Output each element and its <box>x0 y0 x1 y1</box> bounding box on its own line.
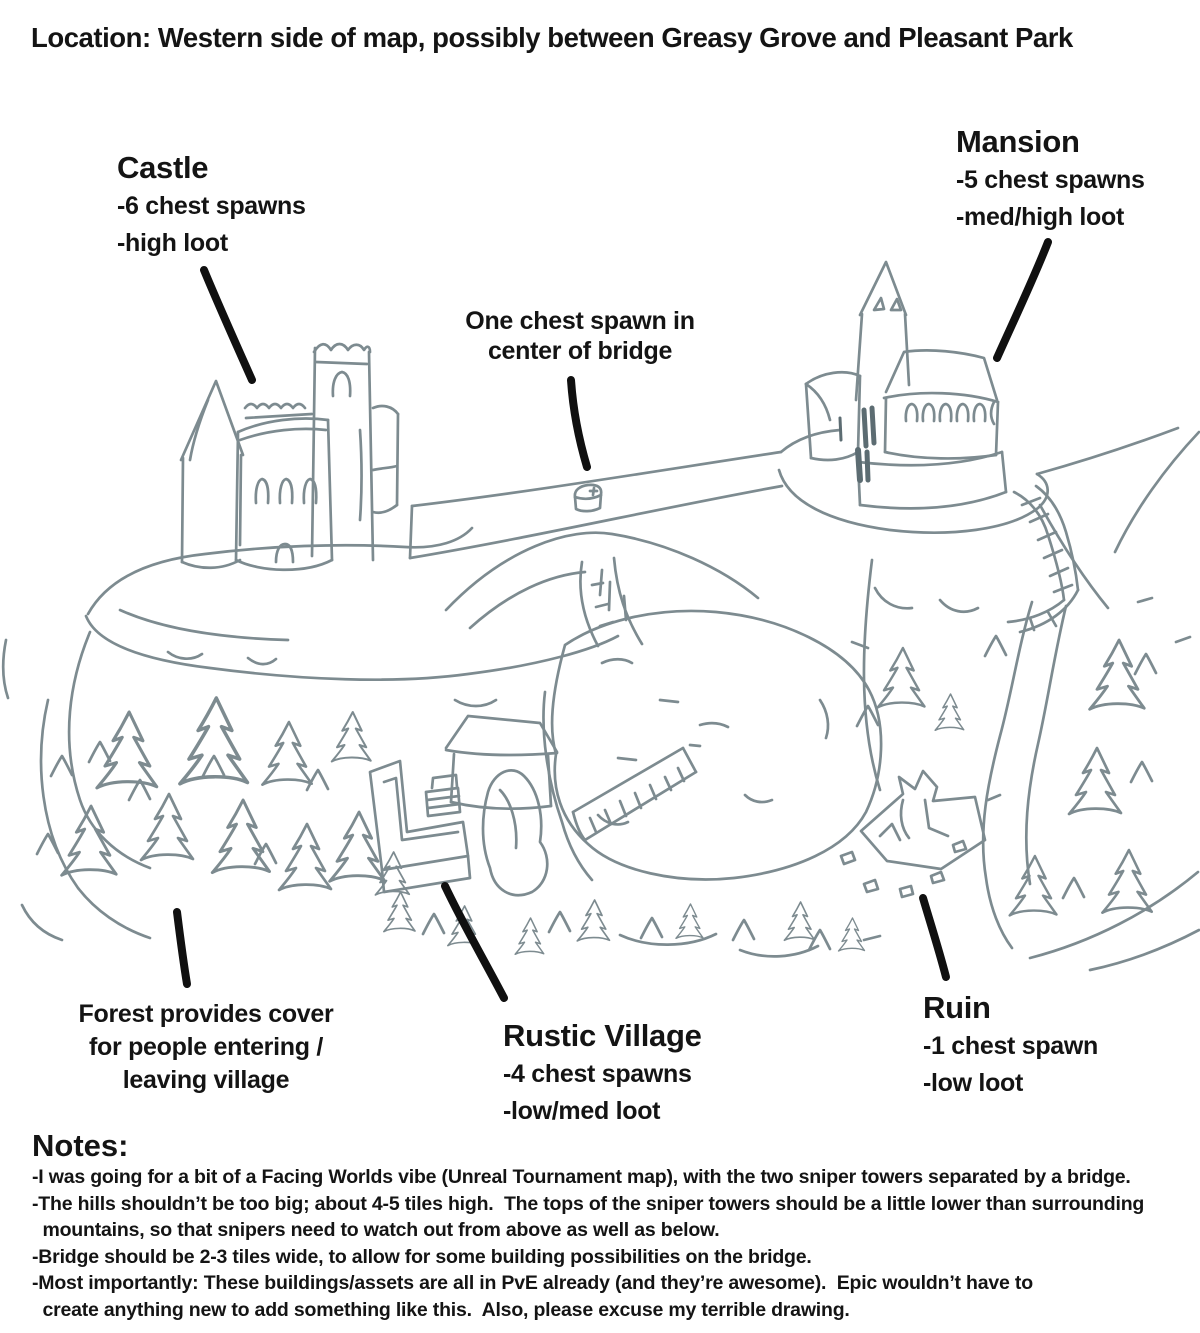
bridge-annotation <box>430 306 730 366</box>
small-tree <box>985 636 1006 656</box>
pine-tree <box>784 902 814 940</box>
pine-tree <box>1010 856 1057 915</box>
pine-tree <box>878 648 925 707</box>
chest-icon <box>575 485 601 511</box>
small-tree <box>733 920 754 940</box>
castle-leader-line <box>204 270 252 380</box>
pine-tree <box>212 800 269 873</box>
mansion-leader-line <box>997 242 1048 358</box>
village-annotation-title: Rustic Village <box>503 1018 702 1053</box>
ruin-annotation-line: -low loot <box>923 1069 1024 1097</box>
notes-line: mountains, so that snipers need to watch out from above as well as below. <box>32 1219 720 1241</box>
notes-section <box>32 1128 1192 1323</box>
pine-tree <box>262 722 311 785</box>
pine-tree <box>676 904 703 938</box>
mansion-annotation <box>956 122 1145 236</box>
right-trees-sketch <box>857 636 1156 915</box>
notes-heading: Notes: <box>32 1128 129 1163</box>
castle-annotation-title: Castle <box>117 150 209 185</box>
pine-tree <box>141 794 193 860</box>
pine-tree <box>332 712 371 762</box>
bridge-sketch <box>410 452 782 646</box>
pine-tree <box>384 892 415 932</box>
forest-annotation-line: Forest provides cover <box>78 1000 334 1028</box>
page-title: Location: Western side of map, possibly between Greasy Grove and Pleasant Park <box>31 22 1073 53</box>
small-tree <box>37 834 58 854</box>
castle-annotation-line: -high loot <box>117 229 228 257</box>
pine-tree <box>577 900 609 941</box>
village-annotation-line: -low/med loot <box>503 1097 661 1125</box>
pine-tree <box>515 918 544 954</box>
small-tree <box>549 912 570 932</box>
small-tree <box>89 742 110 762</box>
small-tree <box>1063 878 1084 898</box>
village-leader-line <box>445 886 504 998</box>
ruin-annotation-line: -1 chest spawn <box>923 1032 1099 1060</box>
castle-annotation-line: -6 chest spawns <box>117 192 306 220</box>
pine-tree <box>935 694 964 730</box>
pine-tree <box>97 712 157 788</box>
forest-annotation-line: leaving village <box>122 1066 290 1094</box>
pine-tree <box>180 698 248 784</box>
notes-line: -I was going for a bit of a Facing Worlds vibe (Unreal Tournament map), with the two sniper towers separated by a bridge. <box>32 1166 1131 1188</box>
ruin-annotation <box>923 988 1098 1102</box>
mansion-annotation-title: Mansion <box>956 124 1080 159</box>
forest-annotation-line: for people entering / <box>89 1033 323 1061</box>
pine-tree <box>62 806 117 875</box>
ruin-annotation-title: Ruin <box>923 990 991 1025</box>
bridge-annotation-line: One chest spawn in <box>465 307 695 335</box>
castle-annotation <box>117 148 306 262</box>
mansion-sketch <box>806 262 1006 508</box>
small-tree <box>203 756 224 776</box>
small-tree <box>423 914 444 934</box>
small-tree <box>809 930 830 950</box>
castle-sketch <box>181 344 398 570</box>
notes-line: -Bridge should be 2-3 tiles wide, to allow for some building possibilities on the bridge. <box>32 1245 812 1268</box>
pine-tree <box>839 918 865 951</box>
small-tree <box>1135 654 1156 674</box>
notes-line: create anything new to add something like this. Also, please excuse my terrible drawing. <box>32 1298 850 1321</box>
pine-tree <box>1102 850 1151 913</box>
small-tree <box>641 918 662 938</box>
pine-tree <box>1069 748 1121 814</box>
sketch-lines <box>3 262 1199 970</box>
mansion-annotation-line: -med/high loot <box>956 203 1124 231</box>
mansion-annotation-line: -5 chest spawns <box>956 166 1145 194</box>
small-tree <box>51 756 72 776</box>
village-annotation <box>503 1016 702 1130</box>
center-rock-sketch <box>544 611 882 880</box>
forest-leader-line <box>177 912 187 984</box>
notes-line: -The hills shouldn’t be too big; about 4-5 tiles high. The tops of the sniper towers should be a little lower than surrounding <box>32 1192 1145 1215</box>
small-tree <box>1131 762 1152 782</box>
bridge-leader-line <box>571 380 587 467</box>
forest-sketch <box>37 698 865 954</box>
village-annotation-line: -4 chest spawns <box>503 1060 692 1088</box>
pine-tree <box>279 824 331 890</box>
ruin-sketch <box>841 771 1000 897</box>
ruin-leader-line <box>923 898 946 977</box>
forest-annotation <box>50 998 362 1097</box>
right-hill-sketch <box>779 428 1199 790</box>
notes-line: -Most importantly: These buildings/assets are all in PvE already (and they’re awesome). Epic wouldn’t have to <box>32 1272 1033 1294</box>
bridge-annotation-line: center of bridge <box>487 337 673 365</box>
